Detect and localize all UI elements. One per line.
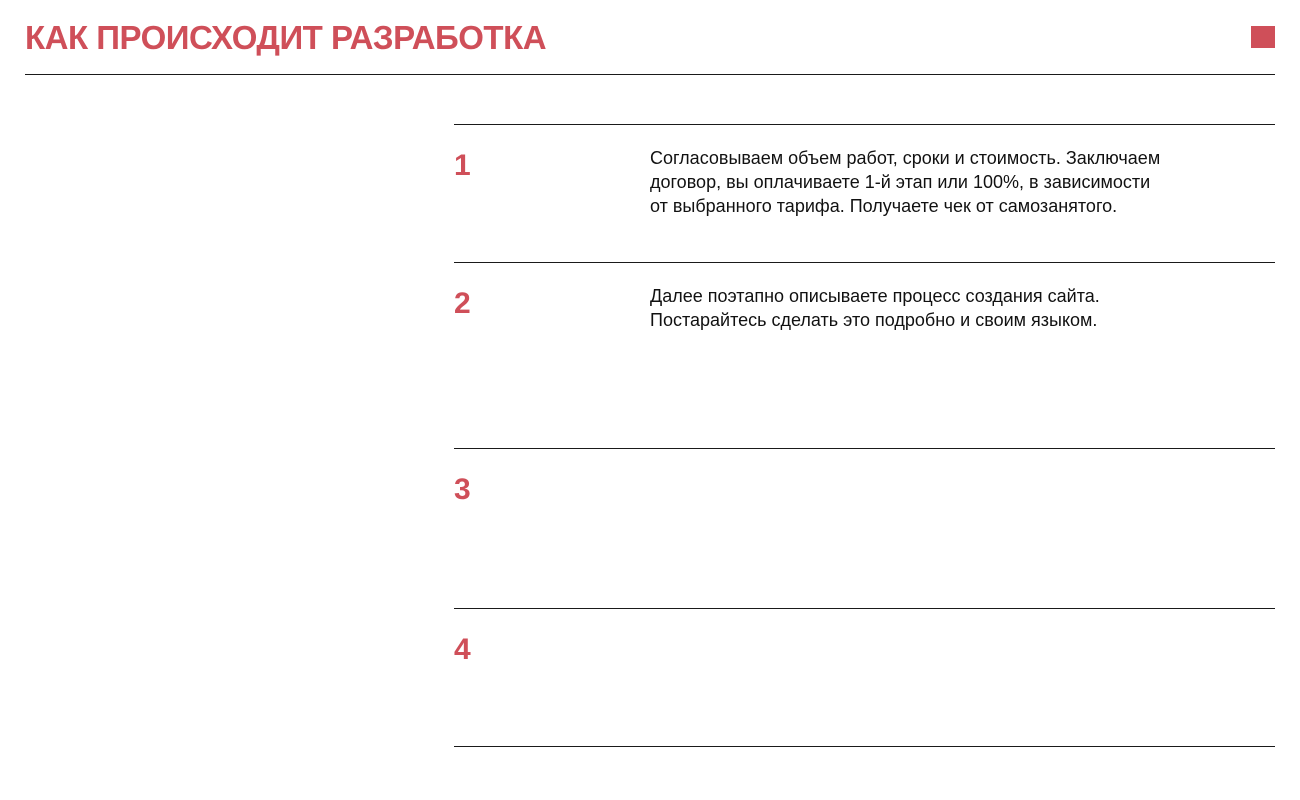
step-item (454, 263, 1275, 449)
step-number: 4 (454, 633, 471, 666)
step-description: Далее поэтапно описываете процесс создания сайта. Постарайтесь сделать это подробно и своим языком. (650, 286, 1100, 330)
accent-square (1251, 26, 1275, 48)
step-number: 1 (454, 149, 471, 182)
step-number: 2 (454, 287, 471, 320)
step-number: 3 (454, 473, 471, 506)
step-item (454, 449, 1275, 609)
step-item (454, 125, 1275, 263)
steps-list (454, 124, 1275, 747)
step-item (454, 609, 1275, 747)
page-header (25, 0, 1275, 75)
step-description: Согласовываем объем работ, сроки и стоимость. Заключаем договор, вы оплачиваете 1-й этап или 100%, в зависимости от выбранного тарифа. Получаете чек от самозанятого. (650, 148, 1161, 216)
page-title: КАК ПРОИСХОДИТ РАЗРАБОТКА (25, 19, 547, 56)
